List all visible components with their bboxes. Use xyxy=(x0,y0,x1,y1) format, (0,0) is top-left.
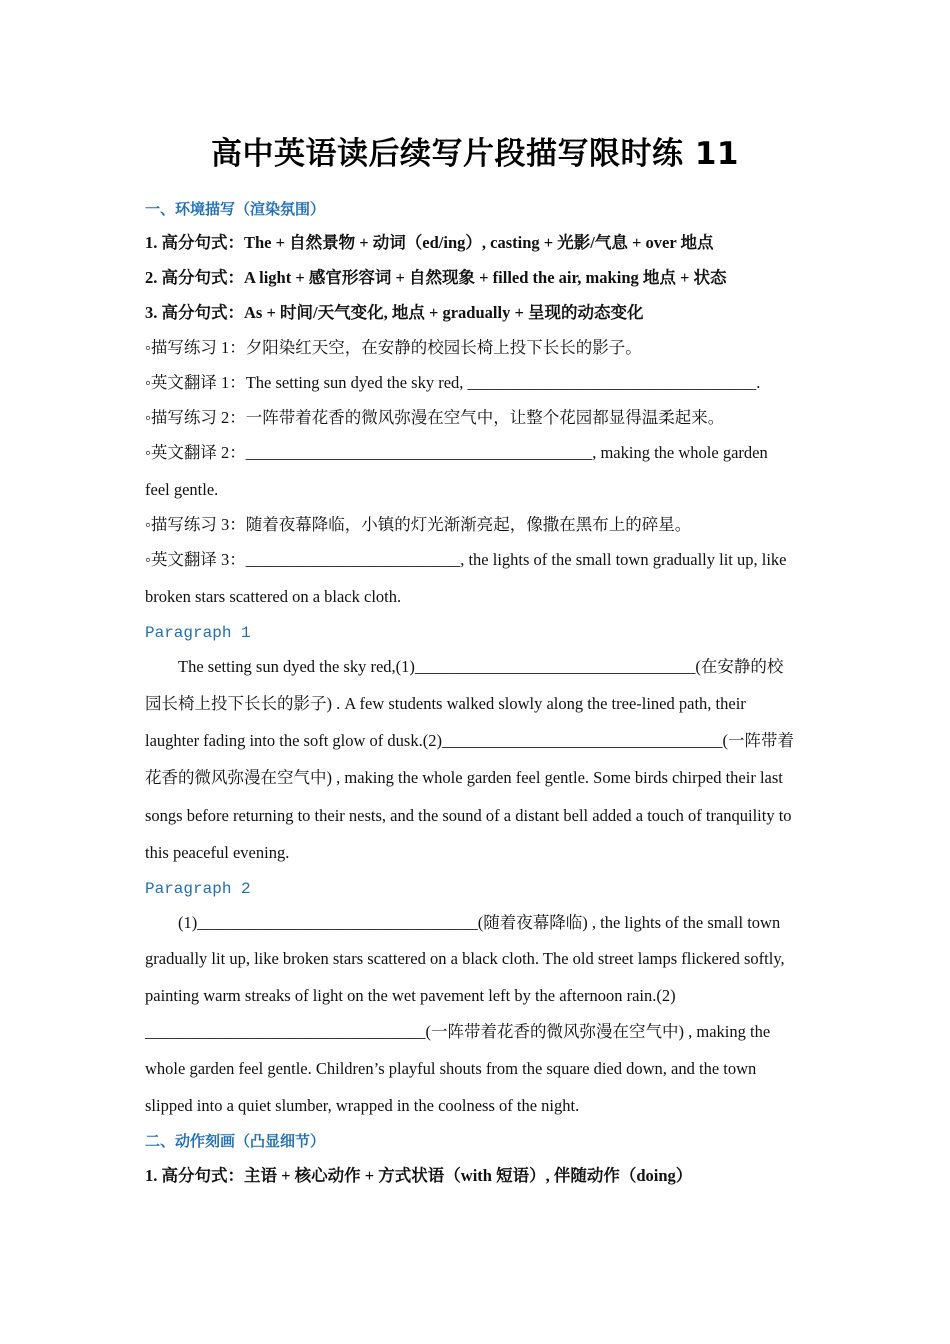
practice-line: ◦描写练习 2：一阵带着花香的微风弥漫在空气中，让整个花园都显得温柔起来。 xyxy=(145,408,725,427)
pattern-line: 1. 高分句式：主语 + 核心动作 + 方式状语（with 短语）, 伴随动作（doing） xyxy=(145,1166,693,1185)
pattern-line: 3. 高分句式：As + 时间/天气变化, 地点 + gradually + 呈现的动态变化 xyxy=(145,303,644,322)
translation-line: ◦英文翻译 2：__________________________________________, making the whole garden xyxy=(145,443,768,462)
paragraph-line: whole garden feel gentle. Children’s playful shouts from the square died down, and the town xyxy=(145,1059,757,1078)
translation-line: feel gentle. xyxy=(145,480,219,499)
paragraph-line: this peaceful evening. xyxy=(145,843,290,862)
section-heading-environment: 一、环境描写（渲染氛围） xyxy=(145,200,326,218)
paragraph-line: gradually lit up, like broken stars scattered on a black cloth. The old street lamps flickered softly, xyxy=(145,949,785,968)
paragraph-line: songs before returning to their nests, and the sound of a distant bell added a touch of tranquility to xyxy=(145,806,792,825)
translation-line: ◦英文翻译 1：The setting sun dyed the sky red, ___________________________________. xyxy=(145,373,761,392)
paragraph-line: 花香的微风弥漫在空气中) , making the whole garden feel gentle. Some birds chirped their last xyxy=(145,768,783,787)
paragraph-line: The setting sun dyed the sky red,(1)__________________________________(在安静的校 xyxy=(178,657,784,676)
paragraph-line: laughter fading into the soft glow of dusk.(2)__________________________________(一阵带着 xyxy=(145,731,794,750)
page-title: 高中英语读后续写片段描写限时练 11 xyxy=(211,136,739,172)
practice-line: ◦描写练习 3：随着夜幕降临，小镇的灯光渐渐亮起，像撒在黑布上的碎星。 xyxy=(145,515,692,534)
paragraph-label: Paragraph 2 xyxy=(145,880,251,898)
pattern-line: 2. 高分句式：A light + 感官形容词 + 自然现象 + filled the air, making 地点 + 状态 xyxy=(145,268,727,287)
translation-line: broken stars scattered on a black cloth. xyxy=(145,587,402,606)
paragraph-line: __________________________________(一阵带着花香的微风弥漫在空气中) , making the xyxy=(145,1022,771,1041)
paragraph-line: 园长椅上投下长长的影子) . A few students walked slowly along the tree-lined path, their xyxy=(145,694,746,713)
pattern-line: 1. 高分句式：The + 自然景物 + 动词（ed/ing）, casting + 光影/气息 + over 地点 xyxy=(145,233,714,252)
paragraph-line: slipped into a quiet slumber, wrapped in the coolness of the night. xyxy=(145,1096,580,1115)
section-heading-action: 二、动作刻画（凸显细节） xyxy=(145,1132,326,1150)
paragraph-label: Paragraph 1 xyxy=(145,624,251,642)
paragraph-line: painting warm streaks of light on the wet pavement left by the afternoon rain.(2) xyxy=(145,986,676,1005)
translation-line: ◦英文翻译 3：__________________________, the lights of the small town gradually lit up, like xyxy=(145,550,787,569)
practice-line: ◦描写练习 1：夕阳染红天空，在安静的校园长椅上投下长长的影子。 xyxy=(145,338,642,357)
paragraph-line: (1)__________________________________(随着夜幕降临) , the lights of the small town xyxy=(178,913,781,932)
